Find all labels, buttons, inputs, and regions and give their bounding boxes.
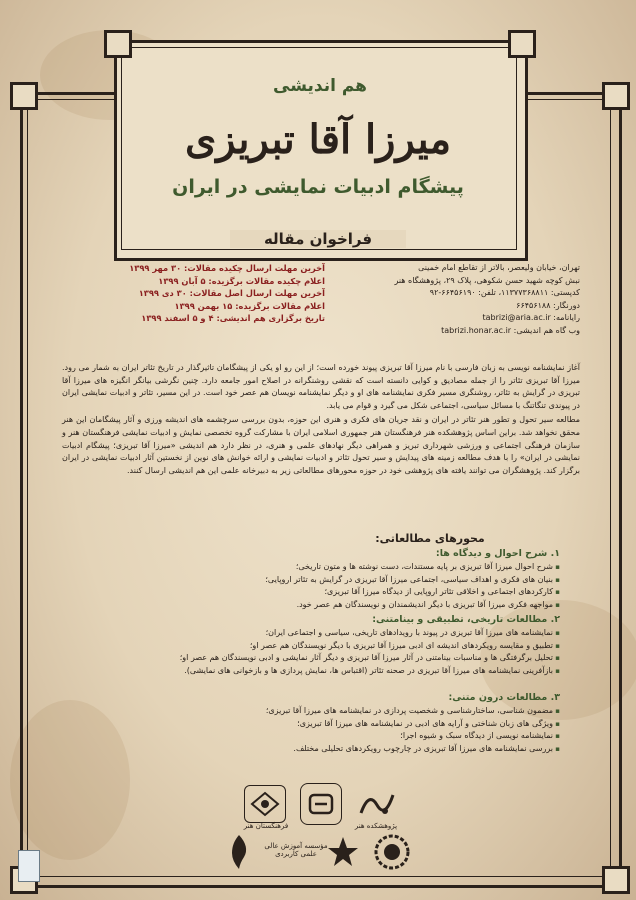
axis-item: ▪ بازآفرینی نمایشنامه های میرزا آقا تبریزی در صحنه تئاتر (اقتباس ها، نمایش پردازی ها و بازخوانی های نمایشی). bbox=[100, 665, 560, 677]
contact-info bbox=[330, 262, 580, 337]
deadline-line: آخرین مهلت ارسال چکیده مقالات: ۳۰ مهر ۱۳۹۹ bbox=[129, 263, 325, 273]
axis-section-2 bbox=[100, 614, 560, 677]
deadline-line: اعلام مقالات برگزیده: ۱۵ بهمن ۱۳۹۹ bbox=[174, 300, 325, 311]
axis-item: ▪ نمایشنامه نویسی از دیدگاه سبک و شیوه اجرا؛ bbox=[100, 730, 560, 742]
axis-heading: ۲. مطالعات تاریخی، تطبیقی و بینامتنی: bbox=[372, 614, 560, 625]
axis-heading: ۱. شرح احوال و دیدگاه ها: bbox=[435, 548, 560, 559]
axis-item: ▪ مواجهه فکری میرزا آقا تبریزی با دیگر اندیشمندان و نویسندگان هم عصر خود. bbox=[100, 599, 560, 611]
intro-paragraph: آغاز نمایشنامه نویسی به زبان فارسی با نام میرزا آقا تبریزی پیوند خورده است؛ از این رو او یکی از پیشگامان تاثیرگذار در تاریخ تئاتر ایران به شمار می رود. میرزا آقا تبریزی تئاتر را از جمله مصادیق و کوایی دانسته است که نقشی روشنگرانه در اصلاح امور جامعه دارد. چنین نگرشی بیانگر انگیزه های میرزا آقا تبریزی در گرایش به تئاتر، روشنگری مسیر فکری نمایشنامه های او و دیگر نمایشنامه نویسان هم عصر خود است. در این مسیر، تئاتر و ادبیات نمایشی ایران در پیوندی تنگاتنگ با مسائل سیاسی، اجتماعی شکل می گیرد و قوام می یابد. bbox=[62, 363, 580, 410]
axis-heading: ۳. مطالعات درون متنی: bbox=[448, 692, 560, 703]
institute-logo bbox=[300, 783, 342, 825]
contact-website: وب گاه هم اندیشی: tabrizi.honar.ac.ir bbox=[441, 325, 580, 335]
logo-left bbox=[222, 832, 256, 872]
rosette-icon bbox=[373, 833, 411, 871]
axis-section-3 bbox=[100, 692, 560, 755]
logo-caption: فرهنگستان هنر bbox=[243, 822, 289, 830]
ornament-icon bbox=[250, 791, 280, 817]
emblem-icon bbox=[306, 789, 336, 819]
axis-item: ▪ تطبیق و مقایسه رویکردهای اندیشه ای ادبی میرزا آقا تبریزی با دیگر نویسندگان هم عصر او؛ bbox=[100, 640, 560, 652]
axis-item: ▪ کارکردهای اجتماعی و اخلاقی تئاتر اروپایی از دیدگاه میرزا آقا تبریزی؛ bbox=[100, 586, 560, 598]
logo-center bbox=[326, 832, 360, 872]
axis-item: ▪ نمایشنامه های میرزا آقا تبریزی در پیوند با رویدادهای تاریخی، سیاسی و اجتماعی ایران؛ bbox=[100, 627, 560, 639]
logo-caption: مؤسسه آموزش عالی علمی کاربردی bbox=[264, 842, 328, 858]
axes-title: محورهای مطالعاتی: bbox=[375, 532, 485, 545]
axis-item: ▪ مضمون شناسی، ساختارشناسی و شخصیت پردازی در نمایشنامه های میرزا آقا تبریزی؛ bbox=[100, 705, 560, 717]
contact-line: تهران، خیابان ولیعصر، بالاتر از تقاطع امام خمینی bbox=[418, 263, 580, 272]
corner-ornament bbox=[508, 30, 536, 58]
contact-email: رایانامه: tabrizi@aria.ac.ir bbox=[482, 313, 580, 322]
axis-item: ▪ بنیان های فکری و اهداف سیاسی، اجتماعی میرزا آقا تبریزی در گرایش به تئاتر اروپایی؛ bbox=[100, 574, 560, 586]
contact-line: کدپستی: ۱۱۳۷۷۳۶۸۸۱۱، تلفن: ۶۶۴۵۶۱۹۰-۹۲ bbox=[429, 288, 580, 297]
deadline-line: تاریخ برگزاری هم اندیشی: ۴ و ۵ اسفند ۱۳۹۹ bbox=[141, 313, 325, 323]
corner-ornament bbox=[104, 30, 132, 58]
axis-section-1 bbox=[100, 548, 560, 611]
axis-item: ▪ ویژگی های زبان شناختی و آرایه های ادبی در نمایشنامه های میرزا آقا تبریزی؛ bbox=[100, 718, 560, 730]
poster-subtitle: پیشگام ادبیات نمایشی در ایران bbox=[172, 176, 464, 198]
flame-icon bbox=[224, 833, 254, 871]
corner-ornament bbox=[10, 82, 38, 110]
corner-ornament bbox=[602, 82, 630, 110]
watermark-logo bbox=[18, 850, 40, 882]
axis-item: ▪ بررسی نمایشنامه های میرزا آقا تبریزی در چارچوب رویکردهای تحلیلی مختلف. bbox=[100, 743, 560, 755]
axis-item: ▪ تحلیل برگرفتگی ها و مناسبات بینامتنی در آثار میرزا آقا تبریزی و دیگر آثار نمایشی و ادبی نویسندگان هم عصر او؛ bbox=[100, 652, 560, 664]
intro-text bbox=[62, 362, 580, 479]
logo-right bbox=[372, 832, 412, 872]
contact-line: دورنگار: ۶۶۴۵۶۱۸۸ bbox=[516, 300, 580, 310]
deadlines bbox=[120, 262, 325, 325]
poster-title: میرزا آقا تبریزی bbox=[184, 116, 452, 163]
contact-line: نبش کوچه شهید حسن شکوهی، پلاک ۲۹، پژوهشگاه هنر bbox=[394, 275, 580, 285]
intro-paragraph: مطالعه سیر تحول و تطور هنر تئاتر در ایران و نقد جریان های فکری و هنری این حوزه، بدون بررسی سرچشمه های اندیشه ورزی و آثار پیشگامان این هنر محقق نخواهد شد. براین اساس پژوهشکده هنر فرهنگستان هنر جمهوری اسلامی ایران با مشارکت گروه تخصصی نمایش و ادبیات نمایشی فرهنگستان هنر و سازمان فرهنگی اجتماعی و ورزشی شهرداری تبریز و همراهی دیگر نهادهای علمی و هنری، در نظر دارد هم اندیشی «میرزا آقا تبریزی؛ پیشگام ادبیات نمایشی در ایران» را با هدف مطالعه زمینه های پیدایش و سیر تحول تئاتر و ادبیات نمایشی و ارائه خوانش های نوین از نخستین آثار ادبیات نمایشی در ایران برگزار کند. پژوهشگران می توانند یافته های پژوهشی خود در حوزه محورهای مطالعاتی زیر به دبیرخانه علمی این هم اندیشی ارسال کنند. bbox=[62, 415, 580, 475]
axis-item: ▪ شرح احوال میرزا آقا تبریزی بر پایه مستندات، دست نوشته ها و متون تاریخی؛ bbox=[100, 561, 560, 573]
corner-ornament bbox=[602, 866, 630, 894]
deadline-line: اعلام چکیده مقالات برگزیده: ۵ آبان ۱۳۹۹ bbox=[158, 275, 325, 286]
star-icon bbox=[326, 835, 360, 869]
academy-logo bbox=[244, 785, 286, 823]
calligraphy-icon bbox=[357, 785, 397, 821]
supertitle: هم اندیشی bbox=[273, 76, 367, 96]
logo-caption: پژوهشکده هنر bbox=[354, 822, 398, 830]
deadline-line: آخرین مهلت ارسال اصل مقالات: ۳۰ دی ۱۳۹۹ bbox=[138, 288, 325, 298]
call-for-papers: فراخوان مقاله bbox=[230, 230, 406, 248]
art-research-logo bbox=[356, 783, 398, 823]
